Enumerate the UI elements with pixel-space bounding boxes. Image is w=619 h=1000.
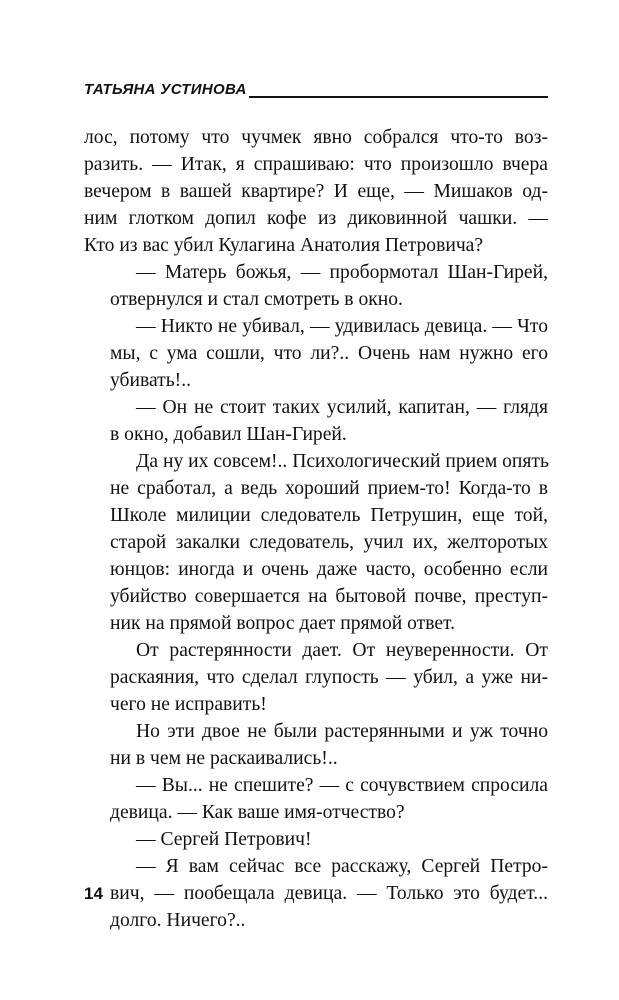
text-line: мы, с ума сошли, что ли?.. Очень нам нужно его — [110, 343, 548, 364]
text-line: — Матерь божья, — пробормотал Шан-Гирей, — [136, 262, 548, 283]
paragraph — [84, 718, 548, 772]
text-line: От растерянности дает. От неуверенности. От — [136, 640, 548, 661]
text-line: вич, — пообещала девица. — Только это будет... — [110, 883, 548, 904]
paragraph — [84, 853, 548, 934]
text-line: Но эти двое не были растерянными и уж точно — [136, 721, 548, 742]
text-line: в окно, добавил Шан-Гирей. — [110, 424, 347, 445]
paragraph — [84, 394, 548, 448]
author-name: ТАТЬЯНА УСТИНОВА — [84, 81, 247, 98]
text-line: девица. — Как ваше имя-отчество? — [110, 802, 405, 823]
running-head — [84, 80, 548, 102]
paragraph — [84, 772, 548, 826]
text-line: отвернулся и стал смотреть в окно. — [110, 289, 403, 310]
text-line: убивать!.. — [110, 370, 191, 391]
body-text — [84, 124, 548, 934]
text-line: — Сергей Петрович! — [136, 829, 312, 850]
paragraph — [84, 259, 548, 313]
paragraph — [84, 637, 548, 718]
text-line: ни в чем не раскаивались!.. — [110, 748, 338, 769]
text-line: вечером в вашей квартире? И еще, — Мишаков од- — [84, 181, 548, 202]
text-line: Кто из вас убил Кулагина Анатолия Петровича? — [84, 235, 484, 256]
text-line: убийство совершается на бытовой почве, преступ- — [110, 586, 548, 607]
paragraph — [84, 313, 548, 394]
text-line: ним глотком допил кофе из диковинной чашки. — — [84, 208, 548, 229]
text-line: чего не исправить! — [110, 694, 267, 715]
text-line: ник на прямой вопрос дает прямой ответ. — [110, 613, 456, 634]
text-line: — Он не стоит таких усилий, капитан, — глядя — [136, 397, 548, 418]
text-line: юнцов: иногда и очень даже часто, особенно если — [110, 559, 548, 580]
page-number: 14 — [84, 884, 103, 903]
text-line: Школе милиции следователь Петрушин, еще той, — [110, 505, 548, 526]
text-line: Да ну их совсем!.. Психологический прием опять — [136, 451, 549, 472]
text-line: — Вы... не спешите? — с сочувствием спросила — [136, 775, 548, 796]
paragraph — [84, 826, 548, 853]
text-line: старой закалки следователь, учил их, желторотых — [110, 532, 548, 553]
text-line: — Я вам сейчас все расскажу, Сергей Петро- — [136, 856, 548, 877]
text-line: раскаяния, что сделал глупость — убил, а уже ни- — [110, 667, 548, 688]
text-line: разить. — Итак, я спрашиваю: что произошло вчера — [84, 154, 548, 175]
paragraph — [84, 448, 548, 637]
text-line: — Никто не убивал, — удивилась девица. — Что — [136, 316, 548, 337]
text-line: долго. Ничего?.. — [110, 910, 246, 931]
paragraph — [84, 124, 548, 259]
text-line: лос, потому что чучмек явно собрался что-то воз- — [84, 127, 548, 148]
text-line: не сработал, а ведь хороший прием-то! Когда-то в — [110, 478, 548, 499]
